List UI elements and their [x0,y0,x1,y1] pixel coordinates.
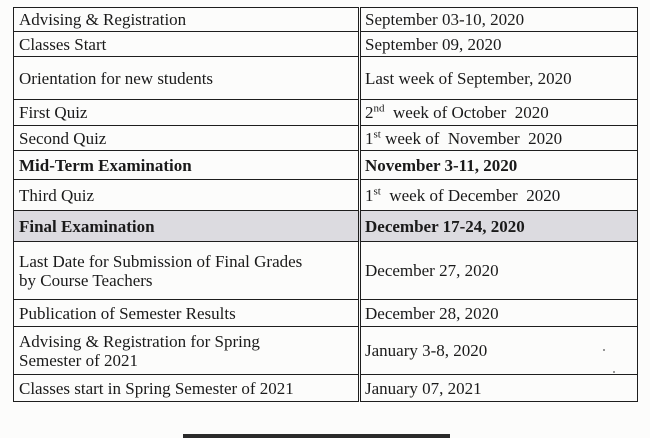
date-cell: December 28, 2020 [360,300,638,327]
date-cell: September 03-10, 2020 [360,8,638,32]
table-row [14,8,638,32]
ordinal-suffix: st [373,184,381,197]
date-cell [360,180,638,211]
ordinal-suffix: st [373,127,381,140]
table-row [14,300,638,327]
event-cell: Orientation for new students [14,57,360,100]
date-cell: Last week of September, 2020 [360,57,638,100]
event-cell: Advising & Registration [14,8,360,32]
ordinal-number: 1 [365,185,374,205]
table-row [14,327,638,375]
event-cell: Publication of Semester Results [14,300,360,327]
date-cell: December 27, 2020 [360,242,638,300]
date-text: week of November 2020 [380,128,563,148]
table-row [14,211,638,242]
event-cell: Mid-Term Examination [14,151,360,180]
academic-calendar-table [13,7,638,402]
ordinal-number: 1 [365,128,374,148]
ordinal-number: 2 [365,103,374,122]
event-cell: Final Examination [14,211,360,242]
table-row [14,242,638,300]
academic-calendar-body [14,8,638,402]
date-cell: January 07, 2021 [360,375,638,402]
event-cell: Last Date for Submission of Final Grades by Course Teachers [14,242,360,300]
scan-speck [603,349,605,351]
ordinal-suffix: nd [373,102,385,115]
table-row [14,375,638,402]
date-cell: September 09, 2020 [360,32,638,57]
event-cell: Advising & Registration for Spring Semester of 2021 [14,327,360,375]
event-cell: Classes Start [14,32,360,57]
scan-speck [613,371,615,373]
date-cell: January 3-8, 2020 [360,327,638,375]
date-text: week of October 2020 [384,103,549,122]
table-row [14,180,638,211]
table-row [14,32,638,57]
table-row [14,100,638,126]
table-row [14,151,638,180]
event-cell: Second Quiz [14,126,360,151]
event-cell: Third Quiz [14,180,360,211]
scan-edge-bar [183,434,450,438]
event-cell: First Quiz [14,100,360,126]
date-cell [360,100,638,126]
event-cell: Classes start in Spring Semester of 2021 [14,375,360,402]
date-cell [360,126,638,151]
date-text: week of December 2020 [380,185,561,205]
table-row [14,57,638,100]
table-row [14,126,638,151]
date-cell: November 3-11, 2020 [360,151,638,180]
date-cell: December 17-24, 2020 [360,211,638,242]
